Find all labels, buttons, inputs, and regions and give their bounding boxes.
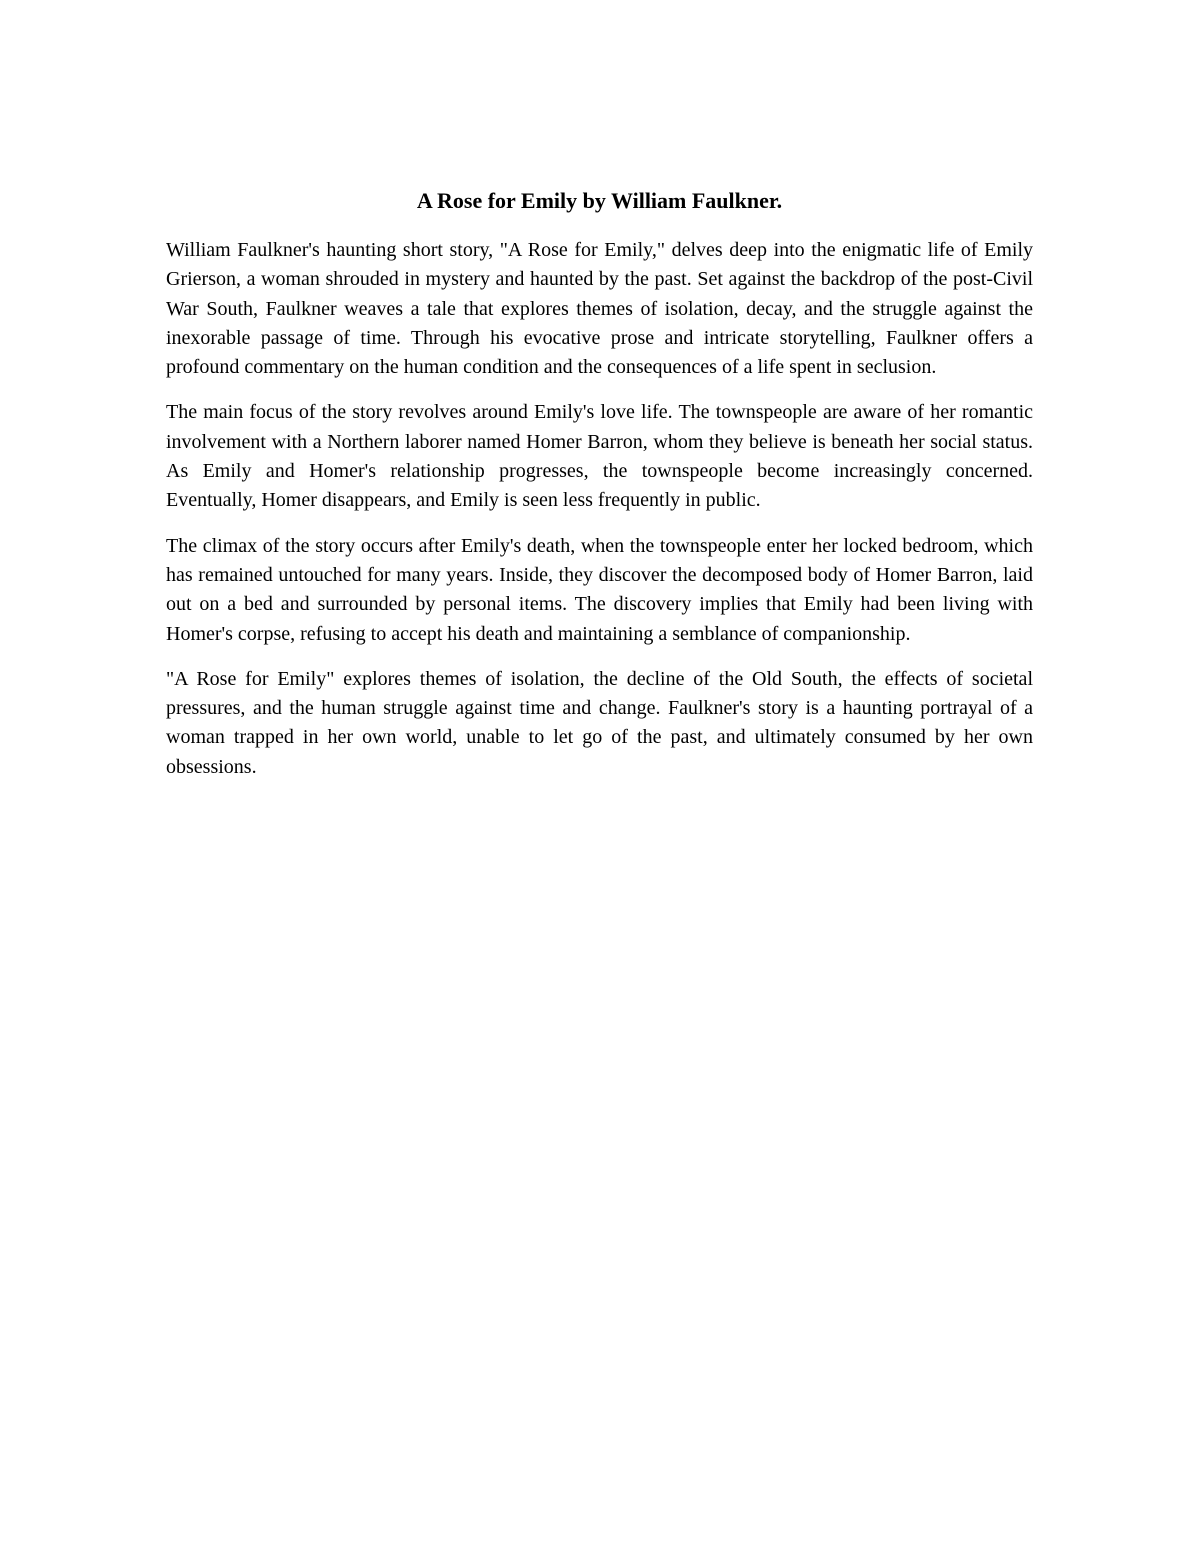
document-body (166, 186, 1033, 798)
paragraph-introduction: William Faulkner's haunting short story, "A Rose for Emily," delves deep into the enigmatic life of Emily Grierson, a woman shrouded in mystery and haunted by the past. Set against the backdrop of the post-Civil War South, Faulkner weaves a tale that explores themes of isolation, decay, and the struggle against the inexorable passage of time. Through his evocative prose and intricate storytelling, Faulkner offers a profound commentary on the human condition and the consequences of a life spent in seclusion. (166, 239, 1033, 379)
paragraph-climax: The climax of the story occurs after Emily's death, when the townspeople enter her locked bedroom, which has remained untouched for many years. Inside, they discover the decomposed body of Homer Barron, laid out on a bed and surrounded by personal items. The discovery implies that Emily had been living with Homer's corpse, refusing to accept his death and maintaining a semblance of companionship. (166, 534, 1033, 645)
paragraph-love-life: The main focus of the story revolves around Emily's love life. The townspeople are aware of her romantic involvement with a Northern laborer named Homer Barron, whom they believe is beneath her social status. As Emily and Homer's relationship progresses, the townspeople become increasingly concerned. Eventually, Homer disappears, and Emily is seen less frequently in public. (166, 401, 1033, 512)
document-title: A Rose for Emily by William Faulkner. (416, 188, 783, 213)
paragraph-themes: "A Rose for Emily" explores themes of isolation, the decline of the Old South, the effects of societal pressures, and the human struggle against time and change. Faulkner's story is a haunting portrayal of a woman trapped in her own world, unable to let go of the past, and ultimately consumed by her own obsessions. (166, 667, 1033, 778)
